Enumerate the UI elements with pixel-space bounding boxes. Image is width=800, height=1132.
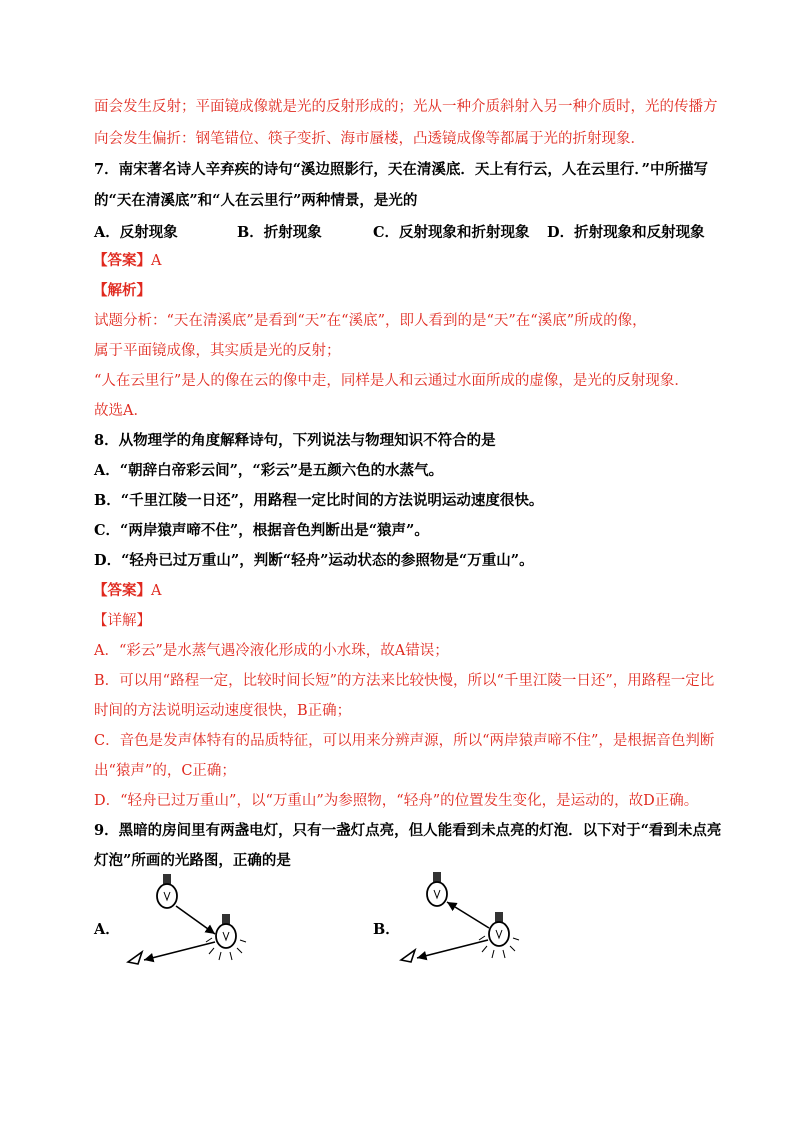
figure-b-label: B．: [373, 921, 400, 938]
figure-a-light-path: [120, 868, 270, 968]
answer-tag: 【答案】: [93, 582, 151, 599]
continuation-line-2: 向会发生偏折：钢笔错位、筷子变折、海市蜃楼，凸透镜成像等都属于光的折射现象．: [94, 131, 645, 147]
q8-option-b: B．“千里江陵一日还”，用路程一定比时间的方法说明运动速度很快。: [94, 492, 544, 509]
q7-answer-value: A: [151, 253, 162, 269]
analysis-tag: 【解析】: [93, 282, 151, 299]
q7-option-b: B．折射现象: [237, 224, 322, 241]
q7-analysis-line-2: 属于平面镜成像，其实质是光的反射；: [94, 343, 341, 359]
q7-analysis-line-4: 故选A．: [94, 403, 148, 419]
q8-answer: [93, 581, 161, 601]
lit-bulb-icon: [206, 914, 246, 960]
unlit-bulb-icon: [157, 874, 177, 908]
q9-stem-line-2: 灯泡”所画的光路图，正确的是: [94, 852, 291, 869]
q7-stem-line-2: 的“天在清溪底”和“人在云里行”两种情景，是光的: [94, 192, 418, 209]
figure-b-light-path: [395, 868, 545, 968]
q7-analysis-line-3: “人在云里行”是人的像在云的像中走，同样是人和云通过水面所成的虚像，是光的反射现象．: [94, 373, 689, 389]
q7-analysis-tag: [93, 281, 151, 301]
answer-tag: 【答案】: [93, 252, 151, 269]
q7-option-c: C．反射现象和折射现象: [373, 224, 530, 241]
ray-to-bulb: [447, 902, 489, 928]
q8-detail-line-6: D．“轻舟已过万重山”，以“万重山”为参照物，“轻舟”的位置发生变化，是运动的，故D正确。: [94, 793, 699, 809]
q8-detail-line-3: 时间的方法说明运动速度很快，B正确；: [94, 703, 352, 719]
lit-bulb-icon: [479, 912, 519, 958]
q8-option-d: D．“轻舟已过万重山”，判断“轻舟”运动状态的参照物是“万重山”。: [94, 552, 534, 569]
q8-answer-value: A: [151, 583, 162, 599]
q8-detail-line-2: B．可以用“路程一定，比较时间长短”的方法来比较快慢，所以“千里江陵一日还”，用路程一定比: [94, 673, 715, 689]
q8-option-c: C．“两岸猿声啼不住”，根据音色判断出是“猿声”。: [94, 522, 429, 539]
q8-stem: 8．从物理学的角度解释诗句，下列说法与物理知识不符合的是: [94, 432, 496, 449]
ray-to-bulb: [176, 906, 215, 934]
q8-option-a: A．“朝辞白帝彩云间”，“彩云”是五颜六色的水蒸气。: [94, 462, 444, 479]
ray-to-eye: [417, 940, 488, 958]
q8-detail-line-5: 出“猿声”的，C正确；: [94, 763, 236, 779]
q7-option-d: D．折射现象和反射现象: [547, 224, 705, 241]
q7-stem-line-1: 7．南宋著名诗人辛弃疾的诗句“溪边照影行，天在清溪底．天上有行云，人在云里行．”中所描写: [94, 161, 709, 178]
q9-stem-line-1: 9．黑暗的房间里有两盏电灯，只有一盏灯点亮，但人能看到未点亮的灯泡．以下对于“看到未点亮: [94, 822, 722, 839]
figure-a-label: A．: [94, 921, 120, 938]
q7-analysis-line-1: 试题分析：“天在清溪底”是看到“天”在“溪底”，即人看到的是“天”在“溪底”所成的像，: [94, 313, 647, 329]
ray-to-eye: [144, 942, 215, 960]
q7-answer: [93, 251, 161, 271]
continuation-line-1: 面会发生反射；平面镜成像就是光的反射形成的；光从一种介质斜射入另一种介质时，光的传播方: [94, 99, 718, 115]
q8-detail-line-4: C．音色是发声体特有的品质特征，可以用来分辨声源，所以“两岸猿声啼不住”，是根据音色判断: [94, 733, 715, 749]
eye-icon: [401, 950, 415, 962]
q8-detail-line-1: A．“彩云”是水蒸气遇冷液化形成的小水珠，故A错误；: [94, 643, 449, 659]
eye-icon: [128, 952, 142, 964]
unlit-bulb-icon: [427, 872, 447, 906]
q8-detail-tag: 【详解】: [93, 613, 151, 629]
q7-option-a: A．反射现象: [94, 224, 178, 241]
